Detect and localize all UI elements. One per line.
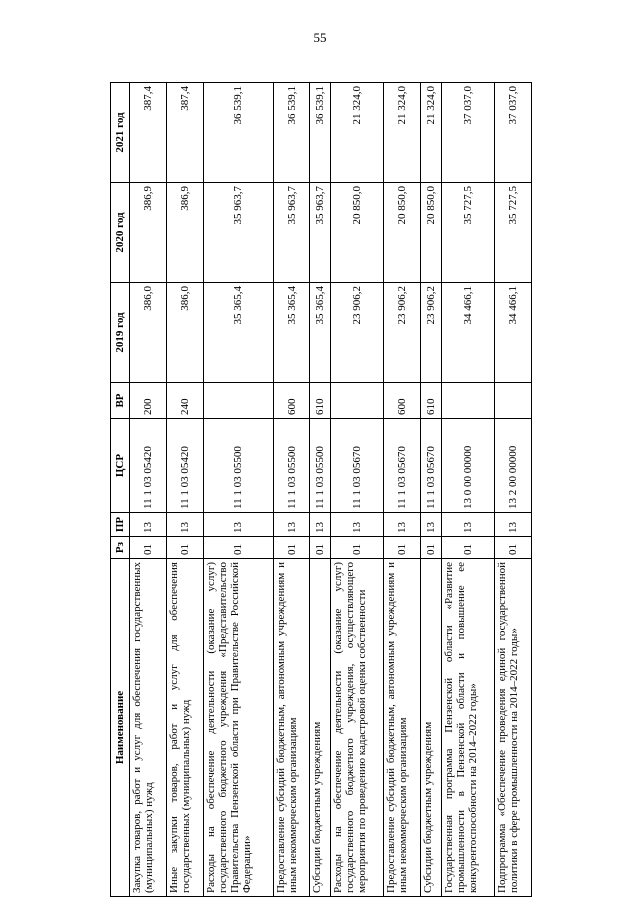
row-2019: 35 365,4 [203, 283, 273, 383]
header-rz: Рз [111, 537, 130, 559]
row-pr: 13 [310, 513, 331, 537]
row-2020: 20 850,0 [384, 183, 421, 283]
header-2021: 2021 год [111, 83, 130, 183]
table-row [330, 83, 383, 897]
row-rz: 01 [310, 537, 331, 559]
row-name: Государственная программа Пензенской области «Развитие промышленности в Пензенской области и повышение ее конкурентоспособности на 2014–2022 годы» [441, 559, 494, 897]
row-2020: 386,9 [130, 183, 167, 283]
row-2020: 35 963,7 [310, 183, 331, 283]
header-name: Наименование [111, 559, 130, 897]
row-2020: 35 963,7 [203, 183, 273, 283]
row-name: Закупка товаров, работ и услуг для обеспечения государственных (муниципальных) нужд [130, 559, 167, 897]
row-vr [494, 383, 531, 419]
row-rz: 01 [166, 537, 203, 559]
row-vr: 610 [421, 383, 442, 419]
row-2020: 20 850,0 [330, 183, 383, 283]
table-row [203, 83, 273, 897]
row-2019: 23 906,2 [330, 283, 383, 383]
row-csr: 11 1 03 05420 [130, 419, 167, 513]
row-2019: 35 365,4 [273, 283, 310, 383]
row-2019: 34 466,1 [494, 283, 531, 383]
row-rz: 01 [203, 537, 273, 559]
row-2020: 35 727,5 [441, 183, 494, 283]
row-2019: 34 466,1 [441, 283, 494, 383]
row-csr: 11 1 03 05500 [310, 419, 331, 513]
rotated-page [110, 83, 532, 897]
row-2020: 35 727,5 [494, 183, 531, 283]
row-name: Подпрограмма «Обеспечение проведения единой государственной политики в сфере промышленности на 2014–2022 годы» [494, 559, 531, 897]
table-row [494, 83, 531, 897]
row-2020: 20 850,0 [421, 183, 442, 283]
header-2020: 2020 год [111, 183, 130, 283]
table-row [130, 83, 167, 897]
row-2019: 386,0 [130, 283, 167, 383]
row-pr: 13 [203, 513, 273, 537]
header-vr: ВР [111, 383, 130, 419]
row-2021: 36 539,1 [203, 83, 273, 183]
row-2019: 23 906,2 [384, 283, 421, 383]
row-rz: 01 [441, 537, 494, 559]
row-2021: 37 037,0 [494, 83, 531, 183]
table-row [166, 83, 203, 897]
table-row [273, 83, 310, 897]
row-pr: 13 [166, 513, 203, 537]
row-pr: 13 [330, 513, 383, 537]
row-2021: 387,4 [130, 83, 167, 183]
row-pr: 13 [494, 513, 531, 537]
row-2019: 386,0 [166, 283, 203, 383]
row-pr: 13 [421, 513, 442, 537]
row-csr: 11 1 03 05500 [203, 419, 273, 513]
row-rz: 01 [130, 537, 167, 559]
row-vr [330, 383, 383, 419]
budget-table-container [110, 83, 532, 897]
row-2019: 35 365,4 [310, 283, 331, 383]
row-rz: 01 [421, 537, 442, 559]
table-row [421, 83, 442, 897]
row-2020: 35 963,7 [273, 183, 310, 283]
row-pr: 13 [384, 513, 421, 537]
row-2021: 387,4 [166, 83, 203, 183]
row-name: Расходы на обеспечение деятельности (оказание услуг) государственного бюджетного учреждения «Представительство Правительства Пензенской области при Правительстве Российской Федерации» [203, 559, 273, 897]
row-rz: 01 [384, 537, 421, 559]
row-2021: 36 539,1 [273, 83, 310, 183]
row-name: Предоставление субсидий бюджетным, автономным учреждениям и иным некоммерческим организациям [273, 559, 310, 897]
budget-table [110, 82, 532, 897]
row-2020: 386,9 [166, 183, 203, 283]
header-csr: ЦСР [111, 419, 130, 513]
row-vr: 240 [166, 383, 203, 419]
row-vr [203, 383, 273, 419]
row-vr: 600 [273, 383, 310, 419]
row-2019: 23 906,2 [421, 283, 442, 383]
table-row [310, 83, 331, 897]
row-pr: 13 [273, 513, 310, 537]
row-name: Субсидии бюджетным учреждениям [421, 559, 442, 897]
row-2021: 37 037,0 [441, 83, 494, 183]
row-csr: 11 1 03 05670 [421, 419, 442, 513]
row-csr: 11 1 03 05420 [166, 419, 203, 513]
row-2021: 36 539,1 [310, 83, 331, 183]
header-2019: 2019 год [111, 283, 130, 383]
row-rz: 01 [494, 537, 531, 559]
row-2021: 21 324,0 [384, 83, 421, 183]
row-name: Расходы на обеспечение деятельности (оказание услуг) государственного бюджетного учреждения, осуществляющего мероприятия по проведению кадастровой оценки собственности [330, 559, 383, 897]
row-rz: 01 [273, 537, 310, 559]
row-csr: 11 1 03 05670 [330, 419, 383, 513]
row-csr: 11 1 03 05500 [273, 419, 310, 513]
row-2021: 21 324,0 [421, 83, 442, 183]
row-name: Субсидии бюджетным учреждениям [310, 559, 331, 897]
row-name: Предоставление субсидий бюджетным, автономным учреждениям и иным некоммерческим организациям [384, 559, 421, 897]
table-row [384, 83, 421, 897]
row-csr: 13 2 00 00000 [494, 419, 531, 513]
row-pr: 13 [130, 513, 167, 537]
row-vr [441, 383, 494, 419]
row-pr: 13 [441, 513, 494, 537]
page-number: 55 [313, 30, 327, 45]
row-rz: 01 [330, 537, 383, 559]
row-csr: 13 0 00 00000 [441, 419, 494, 513]
header-row [111, 83, 130, 897]
row-vr: 600 [384, 383, 421, 419]
table-row [441, 83, 494, 897]
header-pr: ПР [111, 513, 130, 537]
row-csr: 11 1 03 05670 [384, 419, 421, 513]
row-2021: 21 324,0 [330, 83, 383, 183]
row-vr: 200 [130, 383, 167, 419]
row-vr: 610 [310, 383, 331, 419]
row-name: Иные закупки товаров, работ и услуг для обеспечения государственных (муниципальных) нужд [166, 559, 203, 897]
